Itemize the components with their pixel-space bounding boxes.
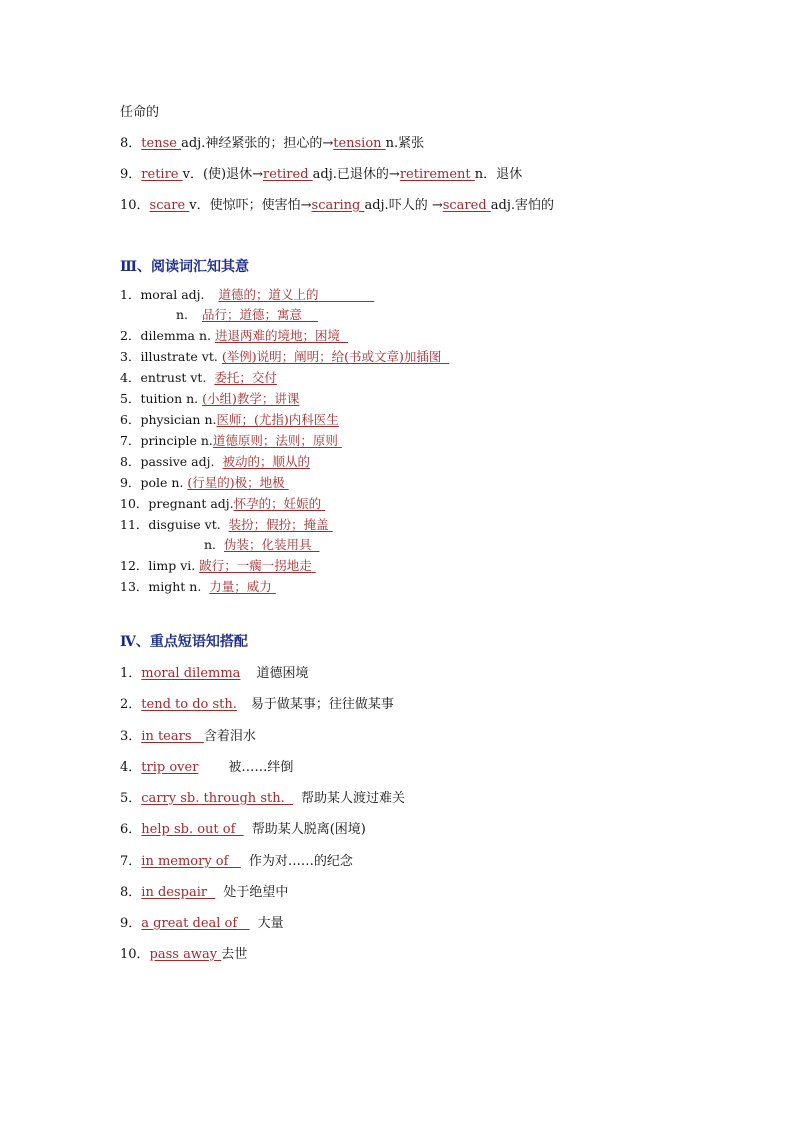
- answer-blank: in tears: [141, 729, 192, 744]
- answer-blank: scare: [149, 198, 190, 213]
- answer-blank: 装扮；假扮；掩盖: [228, 517, 329, 532]
- answer-blank: moral dilemma: [141, 666, 241, 681]
- vocab-item: 10．pregnant adj.怀孕的；妊娠的: [120, 496, 322, 511]
- answer-blank: 被动的；顺从的: [222, 454, 310, 469]
- answer-blank: in memory of: [141, 854, 229, 869]
- phrase-item: 1．moral dilemma 道德困境: [120, 666, 309, 681]
- phrase-item: 6．help sb. out of 帮助某人脱离(困境): [120, 822, 366, 837]
- answer-blank: carry sb. through sth.: [141, 791, 285, 806]
- answer-blank: (小组)教学；讲课: [202, 391, 300, 406]
- vocab-item: 12．limp vi. 跛行；一瘸一拐地走: [120, 558, 312, 573]
- vocab-item: 1．moral adj. 道德的；道义上的: [120, 287, 319, 302]
- answer-blank: tense: [141, 136, 182, 151]
- vocab-item: 3．illustrate vt. (举例)说明；阐明；给(书或文章)加插图: [120, 349, 442, 364]
- answer-blank: retirement: [399, 167, 475, 182]
- answer-blank: in despair: [141, 885, 208, 900]
- vocab-item: 8．passive adj. 被动的；顺从的: [120, 454, 310, 469]
- phrase-item: 2．tend to do sth. 易于做某事；往往做某事: [120, 697, 394, 712]
- answer-blank: scaring: [311, 198, 365, 213]
- section-3-heading: Ⅲ、阅读词汇知其意: [120, 259, 250, 275]
- answer-blank: (行星的)极；地极: [187, 475, 285, 490]
- answer-blank: tension: [333, 136, 386, 151]
- answer-blank: 品行；道德；寓意: [202, 307, 303, 322]
- answer-blank: tend to do sth.: [141, 697, 237, 712]
- vocab-item: 9．pole n. (行星的)极；地极: [120, 475, 285, 490]
- answer-blank: help sb. out of: [141, 822, 236, 837]
- answer-blank: 怀孕的；妊娠的: [233, 496, 322, 511]
- answer-blank: pass away: [149, 947, 218, 962]
- phrase-item: 5．carry sb. through sth. 帮助某人渡过难关: [120, 791, 405, 806]
- phrase-item: 8．in despair 处于绝望中: [120, 885, 289, 900]
- answer-blank: 道德原则；法则；原则: [212, 433, 338, 448]
- vocab-item: 7．principle n.道德原则；法则；原则: [120, 433, 338, 448]
- vocab-item: 13．might n. 力量；威力: [120, 579, 272, 594]
- answer-blank: retire: [141, 167, 183, 182]
- answer-blank: 力量；威力: [209, 579, 272, 594]
- answer-blank: 进退两难的境地；困境: [215, 328, 341, 343]
- answer-blank: 医师；(尤指)内科医生: [216, 412, 339, 427]
- phrase-item: 7．in memory of 作为对……的纪念: [120, 854, 353, 869]
- answer-blank: retired: [263, 167, 313, 182]
- answer-blank: 跛行；一瘸一拐地走: [199, 558, 312, 573]
- phrase-item: 10．pass away 去世: [120, 947, 248, 962]
- section-4-heading: Ⅳ、重点短语知搭配: [120, 634, 248, 650]
- vocab-item: 2．dilemma n. 进退两难的境地；困境: [120, 328, 341, 343]
- phrase-item: 4．trip over 被……绊倒: [120, 760, 294, 775]
- answer-blank: 伪装；化装用具: [223, 537, 312, 552]
- vocab-item: 11．disguise vt. 装扮；假扮；掩盖: [120, 517, 329, 532]
- word-form-item-8: 8．tense adj.神经紧张的；担心的→tension n.紧张: [120, 136, 425, 151]
- vocab-item-sub: n. 品行；道德；寓意: [176, 307, 303, 322]
- phrase-item: 9．a great deal of 大量: [120, 916, 284, 931]
- answer-blank: scared: [442, 198, 491, 213]
- answer-blank: 委托；交付: [214, 370, 277, 385]
- vocab-item: 6．physician n.医师；(尤指)内科医生: [120, 412, 339, 427]
- vocab-item: 4．entrust vt. 委托；交付: [120, 370, 277, 385]
- answer-blank: a great deal of: [141, 916, 238, 931]
- vocab-item-sub: n. 伪装；化装用具: [204, 537, 312, 552]
- carry-over-text: 任命的: [120, 105, 160, 120]
- answer-blank: 道德的；道义上的: [218, 287, 319, 302]
- phrase-item: 3．in tears 含着泪水: [120, 729, 256, 744]
- answer-blank: (举例)说明；阐明；给(书或文章)加插图: [221, 349, 442, 364]
- word-form-item-9: 9．retire v．(使)退休→retired adj.已退休的→retirement n．退休: [120, 167, 523, 182]
- word-form-item-10: 10．scare v．使惊吓；使害怕→scaring adj.吓人的 →scared adj.害怕的: [120, 198, 555, 213]
- vocab-item: 5．tuition n. (小组)教学；讲课: [120, 391, 300, 406]
- answer-blank: trip over: [141, 760, 199, 775]
